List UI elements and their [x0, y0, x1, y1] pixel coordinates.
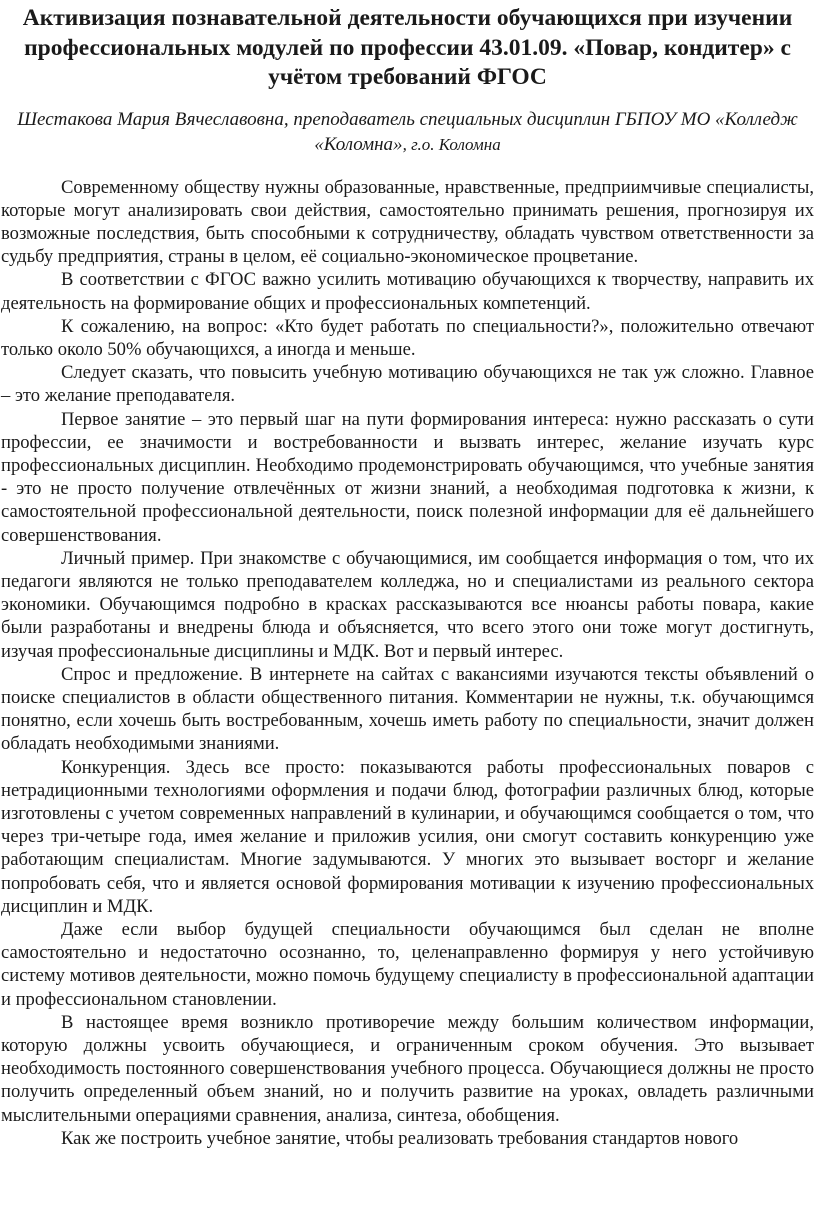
document-body	[1, 176, 814, 1151]
paragraph: Первое занятие – это первый шаг на пути формирования интереса: нужно рассказать о сути профессии, ее значимости и востребованности и вызвать интерес, желание изучать курс профессиональных дисциплин. Необходимо продемонстрировать обучающимся, что учебные занятия - это не просто получение отвлечённых от жизни знаний, а необходимая подготовка к жизни, к самостоятельной профессиональной деятельности, поиск полезной информации для её дальнейшего совершенствования.	[1, 408, 814, 546]
paragraph: Современному обществу нужны образованные, нравственные, предприимчивые специалисты, которые могут анализировать свои действия, самостоятельно принимать решения, прогнозируя их возможные последствия, быть способными к сотрудничеству, обладать чувством ответственности за судьбу предприятия, страны в целом, её социально-экономическое процветание.	[1, 176, 814, 268]
author-line	[1, 107, 814, 157]
paragraph: Даже если выбор будущей специальности обучающимся был сделан не вполне самостоятельно и недостаточно осознанно, то, целенаправленно формируя у него устойчивую систему мотивов деятельности, можно помочь будущему специалисту в профессиональной адаптации и профессиональном становлении.	[1, 919, 814, 1010]
author-city: , г.о. Коломна	[402, 134, 501, 154]
paragraph: Как же построить учебное занятие, чтобы реализовать требования стандартов нового	[61, 1127, 739, 1149]
document-title: Активизация познавательной деятельности обучающихся при изучении профессиональных модулей по профессии 43.01.09. «Повар, кондитер» с учётом требований ФГОС	[22, 5, 793, 90]
paragraph: Конкуренция. Здесь все просто: показываются работы профессиональных поваров с нетрадиционными технологиями оформления и подачи блюд, фотографии различных блюд, которые изготовлены с учетом современных направлений в кулинарии, и обучающимся сообщается о том, что через три-четыре года, имея желание и приложив усилия, они смогут составить конкуренцию уже работающим специалистам. Многие задумываются. У многих это вызывает восторг и желание попробовать себя, что и является основой формирования мотивации к изучению профессиональных дисциплин и МДК.	[1, 756, 814, 917]
paragraph: Личный пример. При знакомстве с обучающимися, им сообщается информация о том, что их педагоги являются не только преподавателем колледжа, но и специалистами из реального сектора экономики. Обучающимся подробно в красках рассказываются все нюансы работы повара, какие были разработаны и внедрены блюда и объясняется, что всего этого они тоже могут достигнуть, изучая профессиональные дисциплины и МДК. Вот и первый интерес.	[1, 547, 814, 662]
paragraph: Следует сказать, что повысить учебную мотивацию обучающихся не так уж сложно. Главное – это желание преподавателя.	[1, 362, 814, 407]
author-name-and-organization: Шестакова Мария Вячеславовна, преподаватель специальных дисциплин ГБПОУ МО «Колледж «Коломна»	[17, 108, 798, 155]
paragraph: В настоящее время возникло противоречие между большим количеством информации, которую должны усвоить обучающиеся, и ограниченным сроком обучения. Это вызывает необходимость постоянного совершенствования учебного процесса. Обучающиеся должны не просто получить определенный объем знаний, но и получить развитие на уроках, овладеть различными мыслительными операциями сравнения, анализа, синтеза, обобщения.	[1, 1011, 814, 1126]
paragraph: В соответствии с ФГОС важно усилить мотивацию обучающихся к творчеству, направить их деятельность на формирование общих и профессиональных компетенций.	[1, 269, 814, 314]
paragraph: К сожалению, на вопрос: «Кто будет работать по специальности?», положительно отвечают только около 50% обучающихся, а иногда и меньше.	[1, 315, 814, 360]
paragraph: Спрос и предложение. В интернете на сайтах с вакансиями изучаются тексты объявлений о поиске специалистов в области общественного питания. Комментарии не нужны, т.к. обучающимся понятно, если хочешь быть востребованным, хочешь иметь работу по специальности, значит должен обладать необходимыми знаниями.	[1, 663, 814, 755]
